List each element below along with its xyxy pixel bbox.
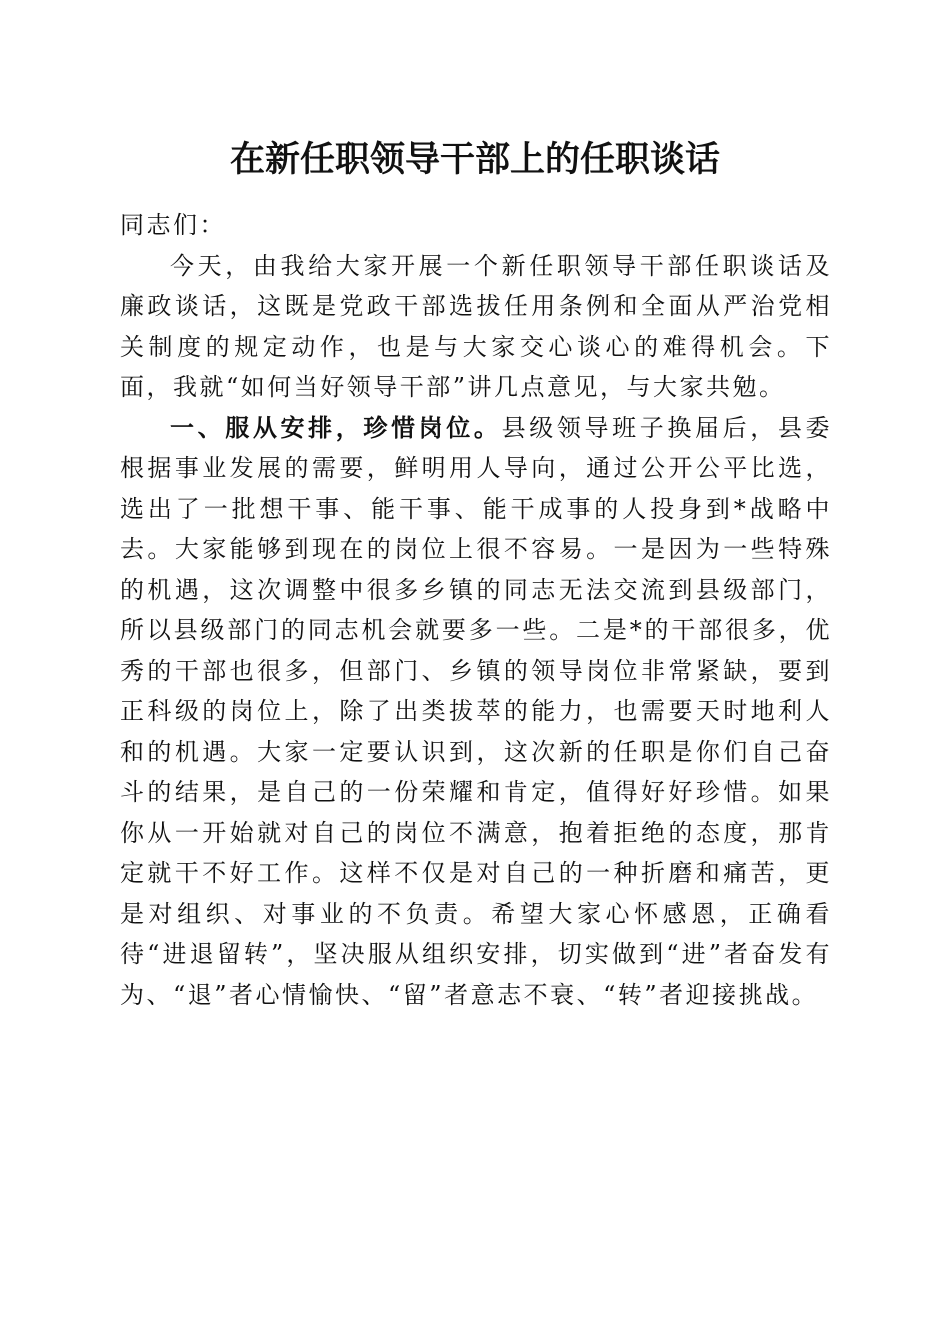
document-title: 在新任职领导干部上的任职谈话	[229, 139, 720, 180]
document-body	[120, 205, 832, 1015]
section-1-text: 县级领导班子换届后，县委根据事业发展的需要，鲜明用人导向，通过公开公平比选，选出了一批想干事、能干事、能干成事的人投身到*战略中去。大家能够到现在的岗位上很不容易。一是因为一些特殊的机遇，这次调整中很多乡镇的同志无法交流到县级部门，所以县级部门的同志机会就要多一些。二是*的干部很多，优秀的干部也很多，但部门、乡镇的领导岗位非常紧缺，要到正科级的岗位上，除了出类拔萃的能力，也需要天时地利人和的机遇。大家一定要认识到，这次新的任职是你们自己奋斗的结果，是自己的一份荣耀和肯定，值得好好珍惜。如果你从一开始就对自己的岗位不满意，抱着拒绝的态度，那肯定就干不好工作。这样不仅是对自己的一种折磨和痛苦，更是对组织、对事业的不负责。希望大家心怀感恩，正确看待“进退留转”，坚决服从组织安排，切实做到“进”者奋发有为、“退”者心情愉快、“留”者意志不衰、“转”者迎接挑战。	[120, 413, 833, 1009]
intro-paragraph: 今天，由我给大家开展一个新任职领导干部任职谈话及廉政谈话，这既是党政干部选拔任用条例和全面从严治党相关制度的规定动作，也是与大家交心谈心的难得机会。下面，我就“如何当好领导干部”讲几点意见，与大家共勉。	[120, 251, 832, 401]
salutation: 同志们：	[120, 211, 226, 239]
section-1-heading: 一、服从安排，珍惜岗位。	[170, 412, 502, 442]
section-1-paragraph	[120, 408, 832, 1016]
